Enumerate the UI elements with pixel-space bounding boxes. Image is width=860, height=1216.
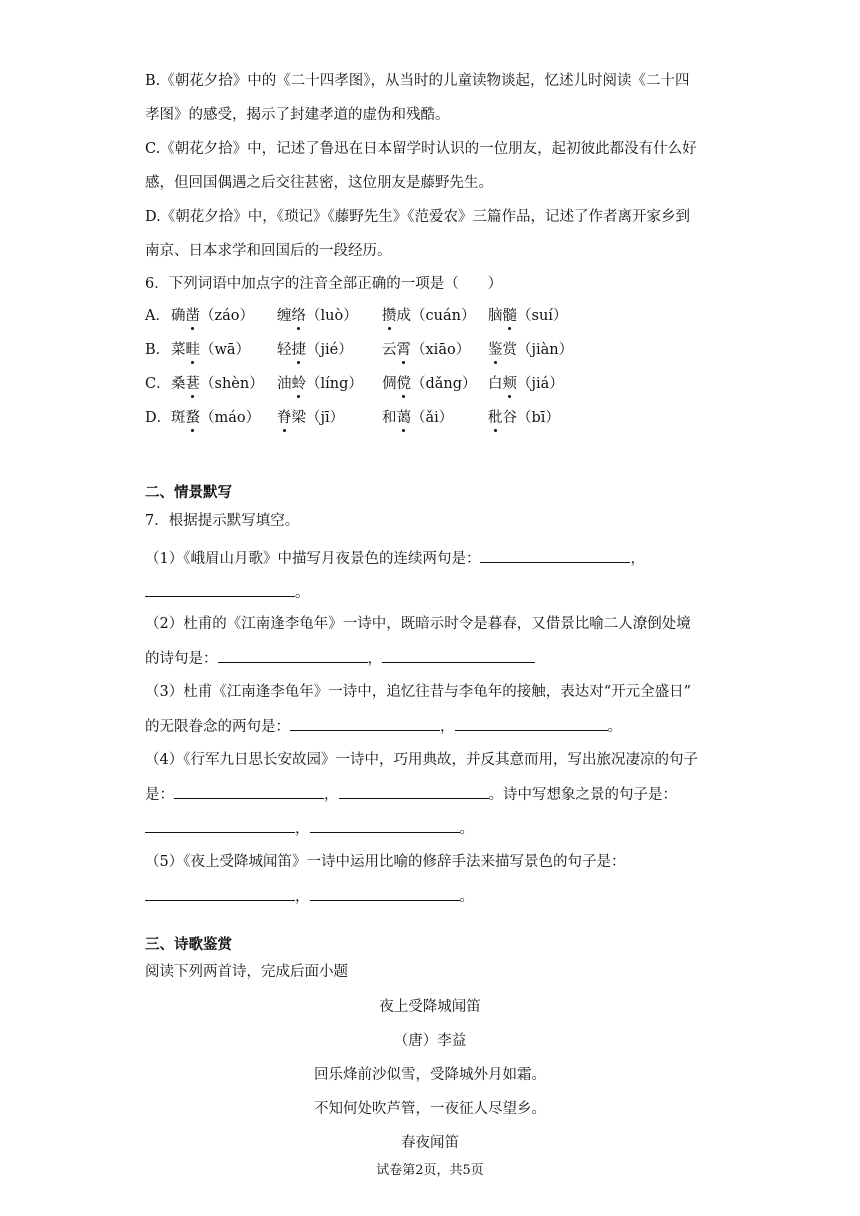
dotted-char: 捷 — [291, 342, 306, 358]
q6-option-b-word3: 云霄（xiāo） — [382, 342, 471, 358]
q7-item2-line2: 的诗句是： ， — [145, 648, 720, 669]
q7-item5-line1: （5）《夜上受降城闻笛》一诗中运用比喻的修辞手法来描写景色的句子是： — [145, 854, 626, 870]
q7-item4-line2: 是： ， 。诗中写想象之景的句子是： — [145, 784, 720, 805]
q5-option-b-line2: 孝图》的感受，揭示了封建孝道的虚伪和残酷。 — [145, 107, 450, 123]
q6-option-d-letter: D． — [145, 410, 172, 426]
q7-item5-line2: ， 。 — [145, 886, 720, 907]
dotted-char: 傥 — [396, 376, 411, 392]
answer-blank[interactable] — [480, 548, 630, 563]
q7-item2-line1: （2）杜甫的《江南逢李龟年》一诗中，既暗示时令是暮春，又借景比喻二人潦倒处境 — [145, 616, 691, 632]
answer-blank[interactable] — [290, 716, 440, 731]
dotted-char: 攒 — [382, 308, 397, 324]
q6-option-d-word2: 脊梁（jī） — [277, 410, 345, 426]
q7-item3-line2: 的无限眷念的两句是： ， 。 — [145, 716, 720, 737]
answer-blank[interactable] — [218, 648, 368, 663]
dotted-char: 秕 — [488, 410, 503, 426]
answer-blank[interactable] — [145, 886, 295, 901]
q7-item4-line3: ， 。 — [145, 818, 720, 839]
q6-option-b-word4: 鉴赏（jiàn） — [488, 342, 574, 358]
dotted-char: 畦 — [185, 342, 200, 358]
poem1-line1: 回乐烽前沙似雪，受降城外月如霜。 — [314, 1067, 546, 1083]
q6-option-b-word1: 菜畦（wā） — [171, 342, 251, 358]
q5-option-c-line1: C.《朝花夕拾》中，记述了鲁迅在日本留学时认识的一位朋友，起初彼此都没有什么好 — [145, 141, 697, 157]
q7-stem: 7．根据提示默写填空。 — [145, 513, 300, 529]
q6-option-c-word4: 白颊（jiá） — [488, 376, 564, 392]
dotted-char: 蛉 — [291, 376, 306, 392]
q6-option-b-letter: B． — [145, 342, 171, 358]
poem2-title: 春夜闻笛 — [401, 1135, 459, 1151]
q7-item1-line2: 。 — [145, 582, 720, 603]
q6-option-b-word2: 轻捷（jié） — [277, 342, 353, 358]
section-two-heading: 二、情景默写 — [145, 484, 232, 501]
q7-item4-line1: （4）《行军九日思长安故园》一诗中，巧用典故，并反其意而用，写出旅况凄凉的句子 — [145, 752, 698, 768]
q6-stem: 6．下列词语中加点字的注音全部正确的一项是（ ） — [145, 276, 503, 292]
dotted-char: 凿 — [185, 308, 200, 324]
q6-option-c-word2: 油蛉（líng） — [277, 376, 363, 392]
poem1-line2: 不知何处吹芦管，一夜征人尽望乡。 — [314, 1101, 546, 1117]
answer-blank[interactable] — [145, 582, 295, 597]
q6-option-c-word3: 倜傥（dǎng） — [382, 376, 477, 392]
q6-option-d-word1: 斑蝥（máo） — [171, 410, 261, 426]
page-footer: 试卷第2页，共5页 — [376, 1163, 484, 1178]
q7-item3-line1: （3）杜甫《江南逢李龟年》一诗中，追忆往昔与李龟年的接触，表达对“开元全盛日” — [145, 684, 692, 700]
dotted-char: 颊 — [502, 376, 517, 392]
dotted-char: 络 — [291, 308, 306, 324]
q6-option-d-word3: 和蔼（ǎi） — [382, 410, 454, 426]
q5-option-d-line2: 南京、日本求学和回国后的一段经历。 — [145, 243, 392, 259]
q6-option-a-word1: 确凿（záo） — [171, 308, 255, 324]
answer-blank[interactable] — [174, 784, 324, 799]
q5-option-c-line2: 感，但回国偶遇之后交往甚密，这位朋友是藤野先生。 — [145, 175, 493, 191]
answer-blank[interactable] — [310, 886, 460, 901]
q6-option-a-word4: 脑髓（suí） — [488, 308, 568, 324]
dotted-char: 鉴 — [488, 342, 503, 358]
q7-item1-line1: （1）《峨眉山月歌》中描写月夜景色的连续两句是： ， — [145, 548, 720, 569]
q5-option-d-line1: D.《朝花夕拾》中，《琐记》《藤野先生》《范爱农》三篇作品，记述了作者离开家乡到 — [145, 209, 690, 225]
dotted-char: 脊 — [277, 410, 292, 426]
answer-blank[interactable] — [455, 716, 608, 731]
q6-option-a-word3: 攒成（cuán） — [382, 308, 476, 324]
section-three-heading: 三、诗歌鉴赏 — [145, 936, 232, 953]
poem1-author: （唐）李益 — [393, 1033, 467, 1049]
answer-blank[interactable] — [382, 648, 535, 663]
dotted-char: 霄 — [396, 342, 411, 358]
dotted-char: 蔼 — [396, 410, 411, 426]
answer-blank[interactable] — [310, 818, 460, 833]
poem1-title: 夜上受降城闻笛 — [379, 999, 481, 1015]
section-three-intro: 阅读下列两首诗，完成后面小题 — [145, 964, 348, 980]
q6-option-c-letter: C． — [145, 376, 171, 392]
dotted-char: 髓 — [502, 308, 517, 324]
answer-blank[interactable] — [145, 818, 295, 833]
q6-option-c-word1: 桑葚（shèn） — [171, 376, 264, 392]
q5-option-b-line1: B.《朝花夕拾》中的《二十四孝图》，从当时的儿童读物谈起，忆述儿时阅读《二十四 — [145, 73, 690, 89]
q6-option-d-word4: 秕谷（bī） — [488, 410, 560, 426]
q6-option-a-word2: 缠络（luò） — [277, 308, 358, 324]
answer-blank[interactable] — [339, 784, 489, 799]
q6-option-a-letter: A． — [145, 308, 170, 324]
dotted-char: 蝥 — [185, 410, 200, 426]
dotted-char: 葚 — [185, 376, 200, 392]
